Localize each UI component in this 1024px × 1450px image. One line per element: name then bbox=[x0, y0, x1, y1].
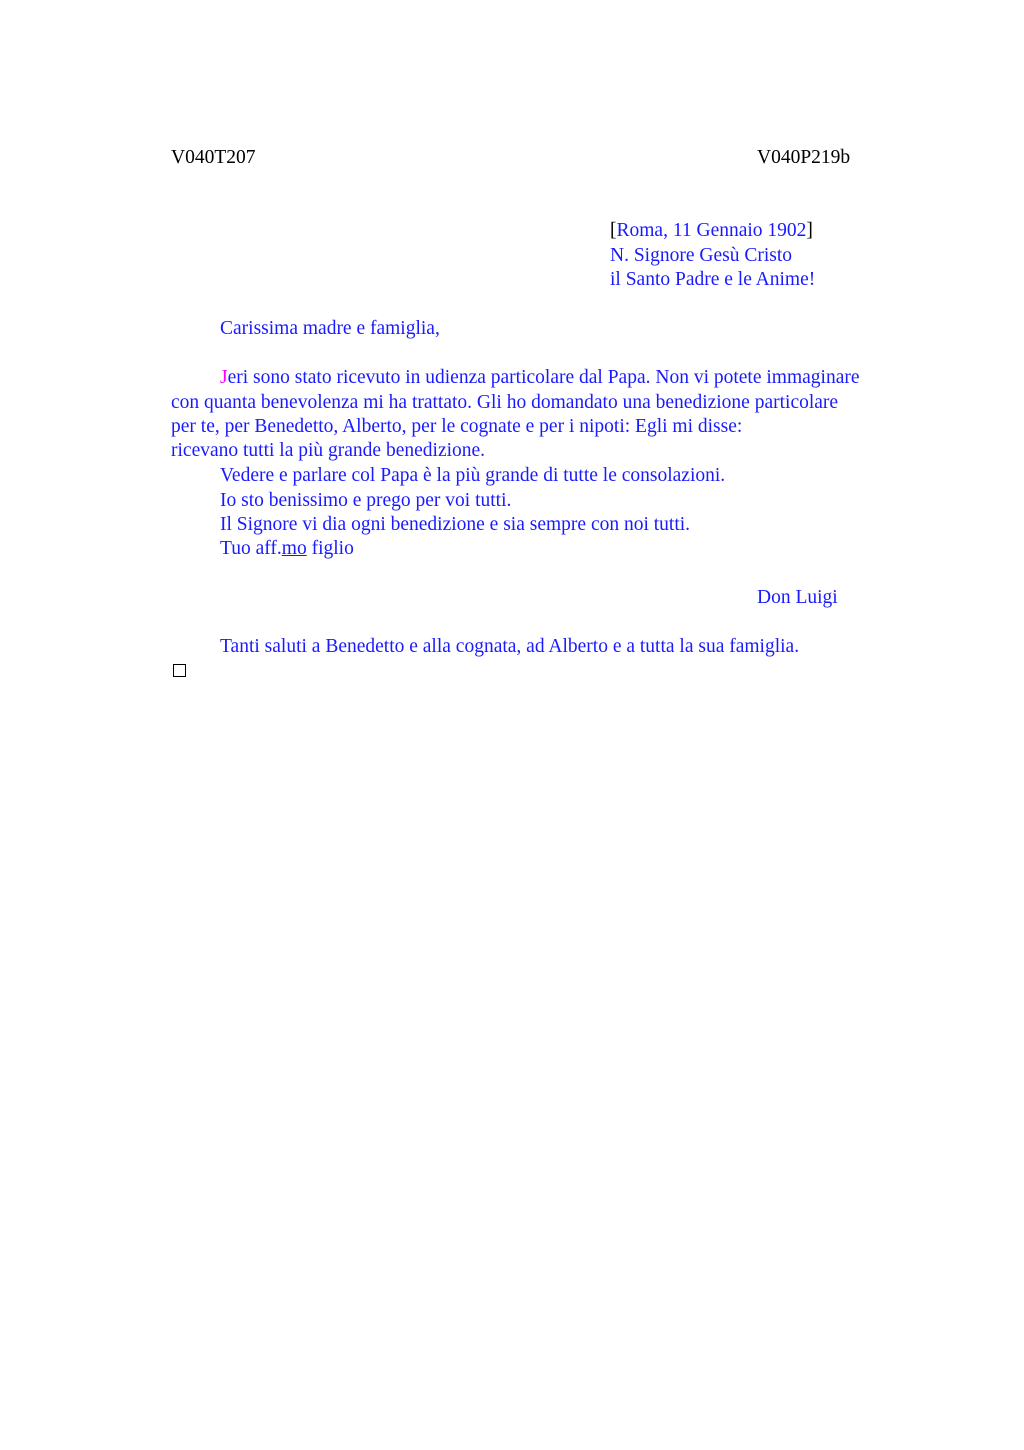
closing-post: figlio bbox=[306, 538, 354, 559]
paragraph-line-4: ricevano tutti la più grande benedizione. bbox=[171, 440, 486, 461]
line-benissimo: Io sto benissimo e prego per voi tutti. bbox=[220, 490, 512, 511]
bracket-open: [ bbox=[610, 220, 617, 241]
bracket-close: ] bbox=[806, 220, 813, 241]
paragraph-line-1-text: eri sono stato ricevuto in udienza particolare dal Papa. Non vi potete immaginare bbox=[227, 367, 860, 388]
postscript: Tanti saluti a Benedetto e alla cognata, ad Alberto e a tutta la sua famiglia. bbox=[220, 636, 800, 657]
closing bbox=[220, 537, 354, 562]
heading-line-2: N. Signore Gesù Cristo bbox=[610, 245, 792, 266]
initial-letter: J bbox=[220, 367, 228, 388]
closing-pre: Tuo aff. bbox=[220, 538, 282, 559]
closing-abbrev: mo bbox=[281, 538, 307, 559]
salutation: Carissima madre e famiglia, bbox=[220, 318, 440, 339]
document-code-left: V040T207 bbox=[171, 147, 256, 168]
document-code-right: V040P219b bbox=[757, 147, 851, 168]
signature: Don Luigi bbox=[757, 587, 838, 608]
paragraph-line-1 bbox=[220, 366, 860, 391]
paragraph-line-2: con quanta benevolenza mi ha trattato. Gli ho domandato una benedizione particolare bbox=[171, 392, 839, 413]
heading-line-3: il Santo Padre e le Anime! bbox=[610, 269, 816, 290]
line-consolazioni: Vedere e parlare col Papa è la più grande di tutte le consolazioni. bbox=[220, 465, 726, 486]
place-date-text: Roma, 11 Gennaio 1902 bbox=[616, 220, 807, 241]
empty-square-icon bbox=[173, 664, 186, 677]
line-signore: Il Signore vi dia ogni benedizione e sia sempre con noi tutti. bbox=[220, 514, 691, 535]
letter-place-date bbox=[610, 219, 813, 244]
paragraph-line-3: per te, per Benedetto, Alberto, per le cognate e per i nipoti: Egli mi disse: bbox=[171, 416, 743, 437]
